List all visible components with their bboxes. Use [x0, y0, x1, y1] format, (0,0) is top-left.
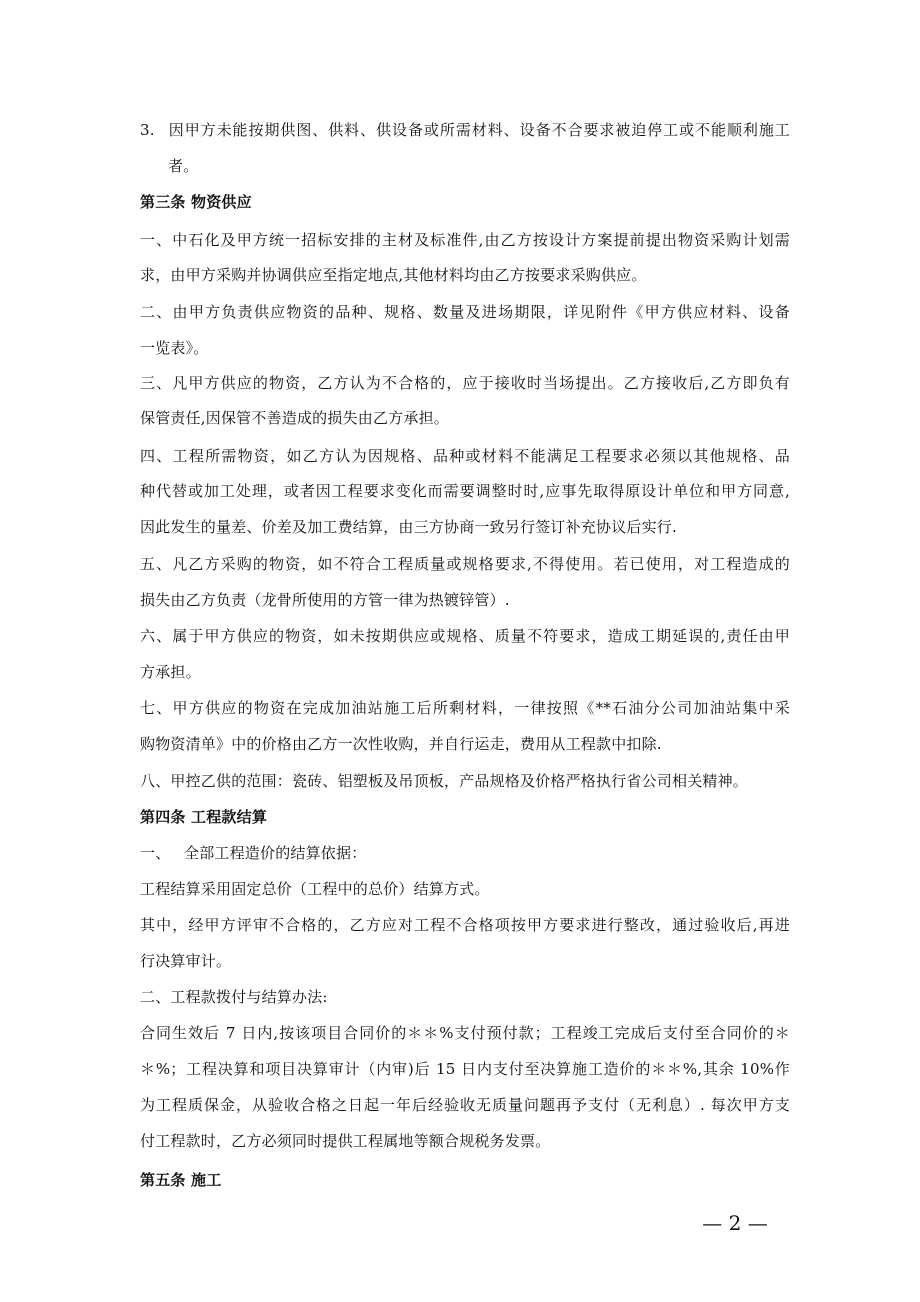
section-heading-article-5: 第五条 施工	[140, 1171, 222, 1189]
paragraph-line: 八、甲控乙供的范围：瓷砖、铝塑板及吊顶板，产品规格及价格严格执行省公司相关精神。	[140, 772, 749, 790]
paragraph-line: 一、中石化及甲方统一招标安排的主材及标准件,由乙方按设计方案提前提出物资采购计划需	[140, 231, 790, 249]
list-number: 一、	[140, 844, 171, 862]
paragraph-line: 二、由甲方负责供应物资的品种、规格、数量及进场期限，详见附件《甲方供应材料、设备	[140, 303, 790, 321]
paragraph-line: 者。	[168, 157, 199, 175]
paragraph-line: 三、凡甲方供应的物资，乙方认为不合格的，应于接收时当场提出。乙方接收后,乙方即负有	[140, 374, 790, 392]
paragraph-line: 因此发生的量差、价差及加工费结算，由三方协商一致另行签订补充协议后实行.	[140, 518, 677, 536]
list-number: 3.	[140, 121, 155, 139]
section-heading-article-3: 第三条 物资供应	[140, 193, 252, 211]
paragraph-line: 合同生效后 7 日内,按该项目合同价的＊＊%支付预付款；工程竣工完成后支付至合同价的＊	[140, 1024, 790, 1042]
paragraph-line: 保管责任,因保管不善造成的损失由乙方承担。	[140, 409, 449, 427]
paragraph-line: 方承担。	[140, 663, 201, 681]
list-text: 因甲方未能按期供图、供料、供设备或所需材料、设备不合要求被迫停工或不能顺利施工	[168, 121, 790, 139]
paragraph-line: 损失由乙方负责（龙骨所使用的方管一律为热镀锌管）.	[140, 591, 510, 609]
list-item-basis	[140, 843, 790, 863]
paragraph-line: ＊%；工程决算和项目决算审计（内审)后 15 日内支付至决算施工造价的＊＊%,其余 10%作	[140, 1060, 790, 1078]
paragraph-line: 为工程质保金，从验收合格之日起一年后经验收无质量问题再予支付（无利息）. 每次甲方支	[140, 1096, 790, 1114]
paragraph-line: 一览表》。	[140, 339, 209, 357]
paragraph-line: 二、工程款拨付与结算办法:	[140, 988, 328, 1006]
paragraph-line: 四、工程所需物资，如乙方认为因规格、品种或材料不能满足工程要求必须以其他规格、品	[140, 447, 790, 465]
paragraph-line: 购物资清单》中的价格由乙方一次性收购，并自行运走，费用从工程款中扣除.	[140, 735, 662, 753]
page-number: — 2 —	[702, 1211, 768, 1235]
section-heading-article-4: 第四条 工程款结算	[140, 808, 268, 826]
paragraph-line: 六、属于甲方供应的物资，如未按期供应或规格、质量不符要求，造成工期延误的,责任由甲	[140, 627, 790, 645]
paragraph-line: 其中，经甲方评审不合格的，乙方应对工程不合格项按甲方要求进行整改，通过验收后,再进	[140, 916, 790, 934]
paragraph-line: 工程结算采用固定总价（工程中的总价）结算方式。	[140, 880, 490, 898]
paragraph-line: 种代替或加工处理，或者因工程要求变化而需要调整时时,应事先取得原设计单位和甲方同意,	[140, 482, 790, 500]
list-text: 全部工程造价的结算依据：	[184, 844, 367, 862]
paragraph-line: 七、甲方供应的物资在完成加油站施工后所剩材料，一律按照《**石油分公司加油站集中采	[140, 699, 790, 717]
paragraph-line: 行决算审计。	[140, 952, 232, 970]
list-item-3	[140, 120, 790, 140]
paragraph-line: 五、凡乙方采购的物资，如不符合工程质量或规格要求,不得使用。若已使用，对工程造成的	[140, 555, 790, 573]
paragraph-line: 求，由甲方采购并协调供应至指定地点,其他材料均由乙方按要求采购供应。	[140, 266, 647, 284]
paragraph-line: 付工程款时，乙方必须同时提供工程属地等额合规税务发票。	[140, 1132, 551, 1150]
